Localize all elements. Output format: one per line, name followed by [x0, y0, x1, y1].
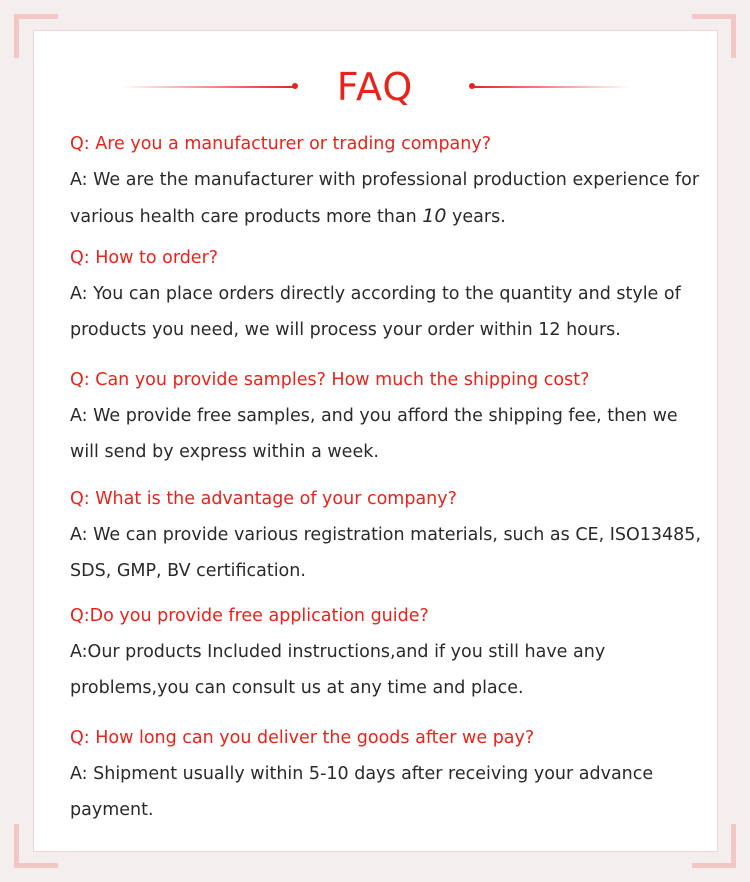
faq-answer: [70, 162, 710, 235]
title-row: [0, 62, 750, 112]
faq-answer-text: A: We are the manufacturer with professional production experience for various health care products more than: [70, 170, 700, 227]
faq-answer-years: 10: [422, 205, 447, 227]
faq-answer: A: We can provide various registration materials, such as CE, ISO13485, SDS, GMP, BV certification.: [70, 525, 702, 581]
faq-item: [70, 604, 710, 706]
faq-question: Q: Can you provide samples? How much the shipping cost?: [70, 370, 590, 390]
faq-item: [70, 246, 710, 348]
faq-question: Q: How to order?: [70, 248, 219, 268]
faq-answer: A: Shipment usually within 5-10 days after receiving your advance payment.: [70, 764, 654, 820]
page-title: FAQ: [336, 65, 414, 109]
faq-answer-text-end: years.: [446, 207, 506, 227]
faq-answer: A: You can place orders directly according to the quantity and style of products you need, we will process your order within 12 hours.: [70, 284, 681, 340]
faq-question: Q: What is the advantage of your company?: [70, 489, 457, 509]
title-divider-right: [472, 86, 632, 88]
faq-question: Q: How long can you deliver the goods after we pay?: [70, 728, 535, 748]
faq-question: Q: Are you a manufacturer or trading company?: [70, 134, 492, 154]
faq-answer: A:Our products Included instructions,and if you still have any problems,you can consult us at any time and place.: [70, 642, 606, 698]
faq-item: [70, 726, 710, 828]
faq-answer: A: We provide free samples, and you afford the shipping fee, then we will send by express within a week.: [70, 406, 678, 462]
faq-item: [70, 487, 710, 589]
faq-item: [70, 368, 710, 470]
faq-question: Q:Do you provide free application guide?: [70, 606, 429, 626]
faq-item: [70, 132, 710, 235]
